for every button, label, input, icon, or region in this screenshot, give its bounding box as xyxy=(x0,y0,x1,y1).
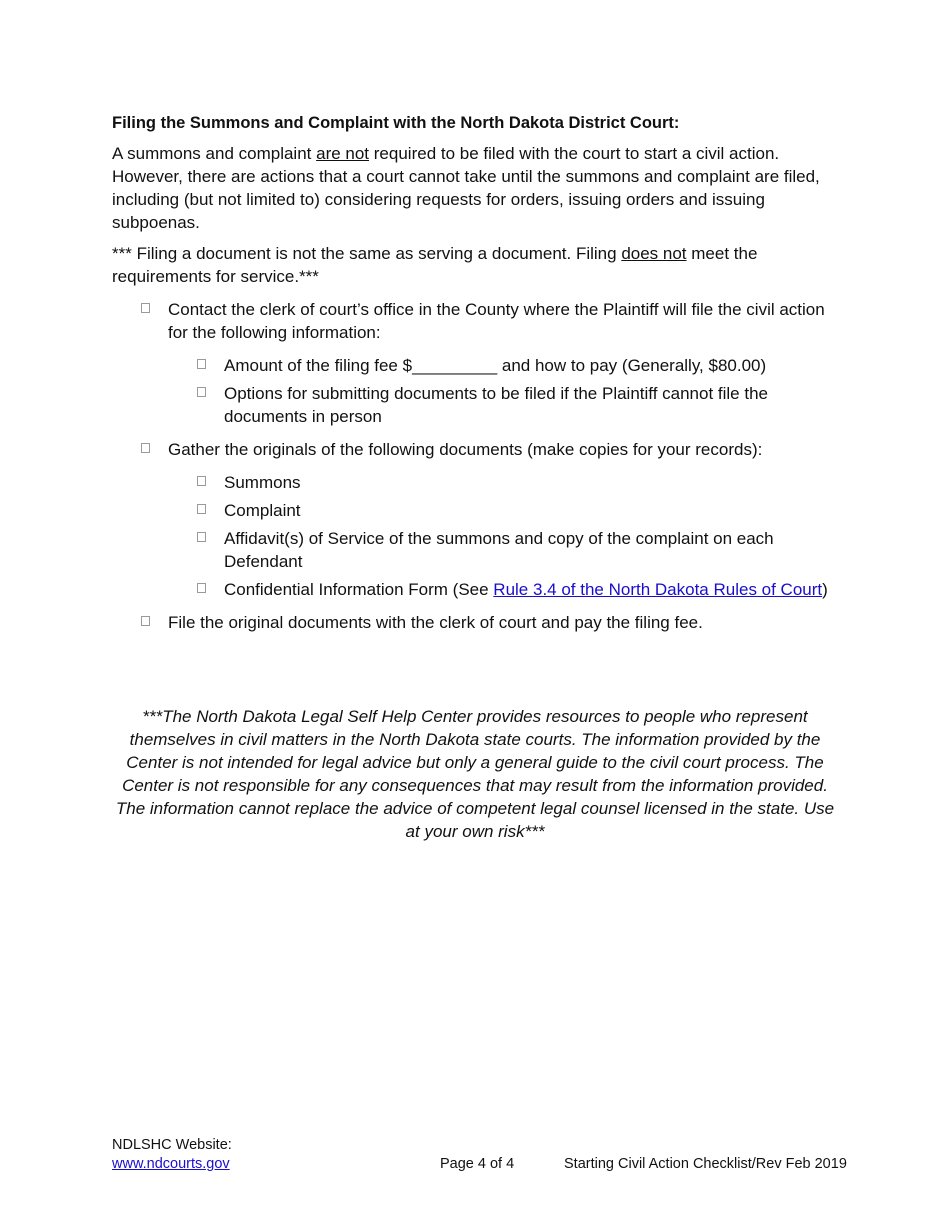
checklist-item-complaint xyxy=(112,499,840,522)
main-content xyxy=(112,112,840,644)
footer-website xyxy=(112,1136,232,1174)
checklist-item-gather-originals xyxy=(112,438,840,461)
note-text-end: meet the requirements for service.*** xyxy=(112,244,758,286)
checklist-item-label: Confidential Information Form (See xyxy=(224,580,494,599)
checklist-item-label: Complaint xyxy=(224,501,301,520)
footer-doc-title: Starting Civil Action Checklist/Rev Feb 2019 xyxy=(564,1156,847,1172)
checklist-item-label: Contact the clerk of court’s office in the County where the Plaintiff will file the civil action for the following information: xyxy=(168,300,825,342)
checklist-item-file-originals xyxy=(112,611,840,634)
intro-paragraph xyxy=(112,142,840,234)
footer-page-number: Page 4 of 4 xyxy=(440,1156,515,1172)
service-note xyxy=(112,242,840,288)
note-underlined: does not xyxy=(621,244,687,263)
checklist-item-filing-fee xyxy=(112,354,840,377)
checkbox[interactable] xyxy=(197,387,206,397)
checklist-item-label-end: ) xyxy=(822,580,828,599)
rule-3-4-link[interactable]: Rule 3.4 of the North Dakota Rules of Court xyxy=(493,580,823,599)
checkbox[interactable] xyxy=(141,303,150,313)
checklist-item-affidavit xyxy=(112,527,840,573)
intro-text-start: A summons and complaint xyxy=(112,144,317,163)
checkbox[interactable] xyxy=(197,504,206,514)
intro-underlined: are not xyxy=(316,144,370,163)
checklist-item-contact-clerk xyxy=(112,298,840,344)
checklist-item-confidential-form xyxy=(112,578,840,601)
checkbox[interactable] xyxy=(197,532,206,542)
checklist-item-label: File the original documents with the clerk of court and pay the filing fee. xyxy=(168,613,703,632)
checkbox[interactable] xyxy=(141,443,150,453)
checklist-item-submit-options xyxy=(112,382,840,428)
checklist-item-label: Options for submitting documents to be filed if the Plaintiff cannot file the documents in person xyxy=(224,384,768,426)
footer-website-link[interactable]: www.ndcourts.gov xyxy=(112,1156,230,1172)
checkbox[interactable] xyxy=(197,359,206,369)
checkbox[interactable] xyxy=(141,616,150,626)
section-heading: Filing the Summons and Complaint with the North Dakota District Court: xyxy=(112,114,680,132)
checklist-item-label: Summons xyxy=(224,473,301,492)
checklist-item-label: Amount of the filing fee $_________ and how to pay (Generally, $80.00) xyxy=(224,356,767,375)
checkbox[interactable] xyxy=(197,476,206,486)
intro-text-end: required to be filed with the court to start a civil action. However, there are actions that a court cannot take until the summons and complaint are filed, including (but not limited to) considering requests for orders, issuing orders and issuing subpoenas. xyxy=(112,144,820,232)
checklist-item-label: Affidavit(s) of Service of the summons and copy of the complaint on each Defendant xyxy=(224,529,774,571)
note-text-start: *** Filing a document is not the same as serving a document. Filing xyxy=(112,244,622,263)
checkbox[interactable] xyxy=(197,583,206,593)
checklist-item-label: Gather the originals of the following documents (make copies for your records): xyxy=(168,440,763,459)
footer-website-label: NDLSHC Website: xyxy=(112,1137,232,1153)
checklist xyxy=(112,298,840,634)
disclaimer: ***The North Dakota Legal Self Help Center provides resources to people who represent themselves in civil matters in the North Dakota state courts. The information provided by the Center is not intended for legal advice but only a general guide to the civil court process. The Center is not responsible for any consequences that may result from the information provided. The information cannot replace the advice of competent legal counsel licensed in the state. Use at your own risk*** xyxy=(115,707,835,841)
checklist-item-summons xyxy=(112,471,840,494)
